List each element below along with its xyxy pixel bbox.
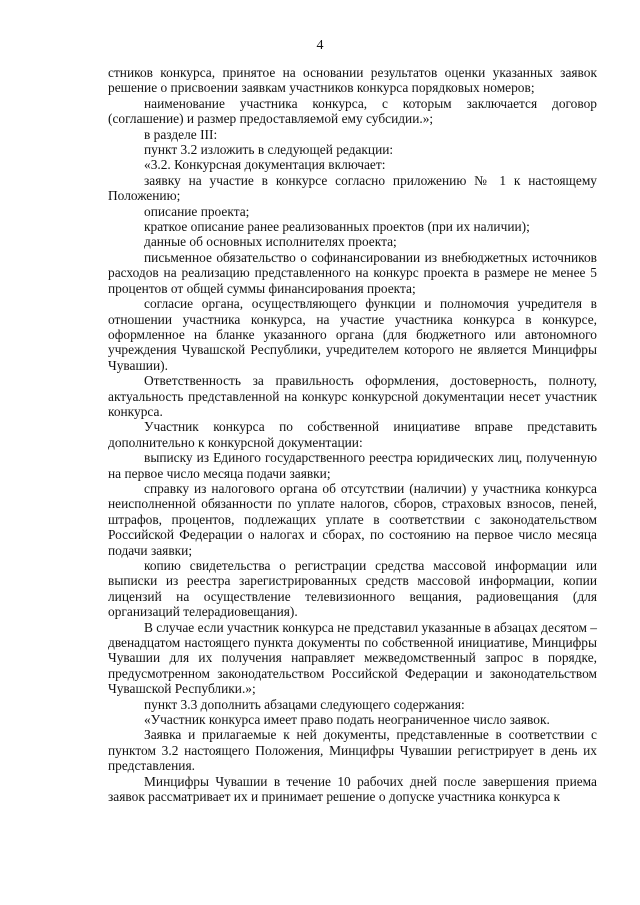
paragraph: Ответственность за правильность оформления, достоверность, полноту, актуальность представленной на конкурс конкурсной документации несет участник конкурса.	[108, 373, 597, 419]
paragraph: наименование участника конкурса, с которым заключается договор (соглашение) и размер предоставляемой ему субсидии.»;	[108, 95, 597, 127]
paragraph: заявку на участие в конкурсе согласно приложению № 1 к настоящему Положению;	[108, 172, 597, 204]
paragraph: письменное обязательство о софинансировании из внебюджетных источников расходов на реализацию представленного на конкурс проекта в размере не менее 5 процентов от общей суммы финансирования проекта;	[108, 249, 597, 296]
paragraph: «3.2. Конкурсная документация включает:	[144, 157, 386, 173]
paragraph: описание проекта;	[144, 203, 250, 219]
document-body	[108, 65, 597, 805]
paragraph: справку из налогового органа об отсутствии (наличии) у участника конкурса неисполненной обязанности по уплате налогов, сборов, страховых взносов, пеней, штрафов, процентов, подлежащих уплате в соответствии с законодательством Российской Федерации о налогах и сборах, по состоянию на первое число месяца подачи заявки;	[108, 480, 597, 558]
paragraph: пункт 3.2 изложить в следующей редакции:	[144, 142, 394, 158]
paragraph: В случае если участник конкурса не представил указанные в абзацах десятом – двенадцатом настоящего пункта документы по собственной инициативе, Минцифры Чувашии для их получения направляет межведомственный запрос в порядке, предусмотренном законодательством Российской Федерации и законодательством Чувашской Республики.»;	[108, 619, 597, 697]
paragraph: выписку из Единого государственного реестра юридических лиц, полученную на первое число месяца подачи заявки;	[108, 450, 597, 481]
paragraph: Участник конкурса по собственной инициативе вправе представить дополнительно к конкурсной документации:	[108, 419, 597, 450]
paragraph: копию свидетельства о регистрации средства массовой информации или выписки из реестра зарегистрированных средств массовой информации, копии лицензий на осуществление телевизионного вещания, радиовещания (для организаций телерадиовещания).	[108, 558, 597, 620]
paragraph: пункт 3.3 дополнить абзацами следующего содержания:	[144, 696, 465, 712]
paragraph: данные об основных исполнителях проекта;	[144, 234, 397, 250]
paragraph: краткое описание ранее реализованных проектов (при их наличии);	[144, 219, 530, 235]
paragraph: стников конкурса, принятое на основании результатов оценки указанных заявок решение о присвоении заявкам участников конкурса порядковых номеров;	[108, 65, 597, 96]
paragraph: Заявка и прилагаемые к ней документы, представленные в соответствии с пунктом 3.2 настоящего Положения, Минцифры Чувашии регистрирует в день их представления.	[108, 727, 597, 774]
paragraph: согласие органа, осуществляющего функции и полномочия учредителя в отношении участника конкурса, на участие участника конкурса в конкурсе, оформленное на бланке указанного органа (для бюджетного или автономного учреждения Чувашской Республики, учредителем которого не является Минцифры Чувашии).	[108, 296, 597, 373]
page-number: 4	[316, 38, 324, 53]
paragraph: Минцифры Чувашии в течение 10 рабочих дней после завершения приема заявок рассматривает их и принимает решение о допуске участника конкурса к	[108, 773, 597, 805]
paragraph: в разделе III:	[144, 126, 218, 142]
paragraph: «Участник конкурса имеет право подать неограниченное число заявок.	[144, 712, 550, 728]
